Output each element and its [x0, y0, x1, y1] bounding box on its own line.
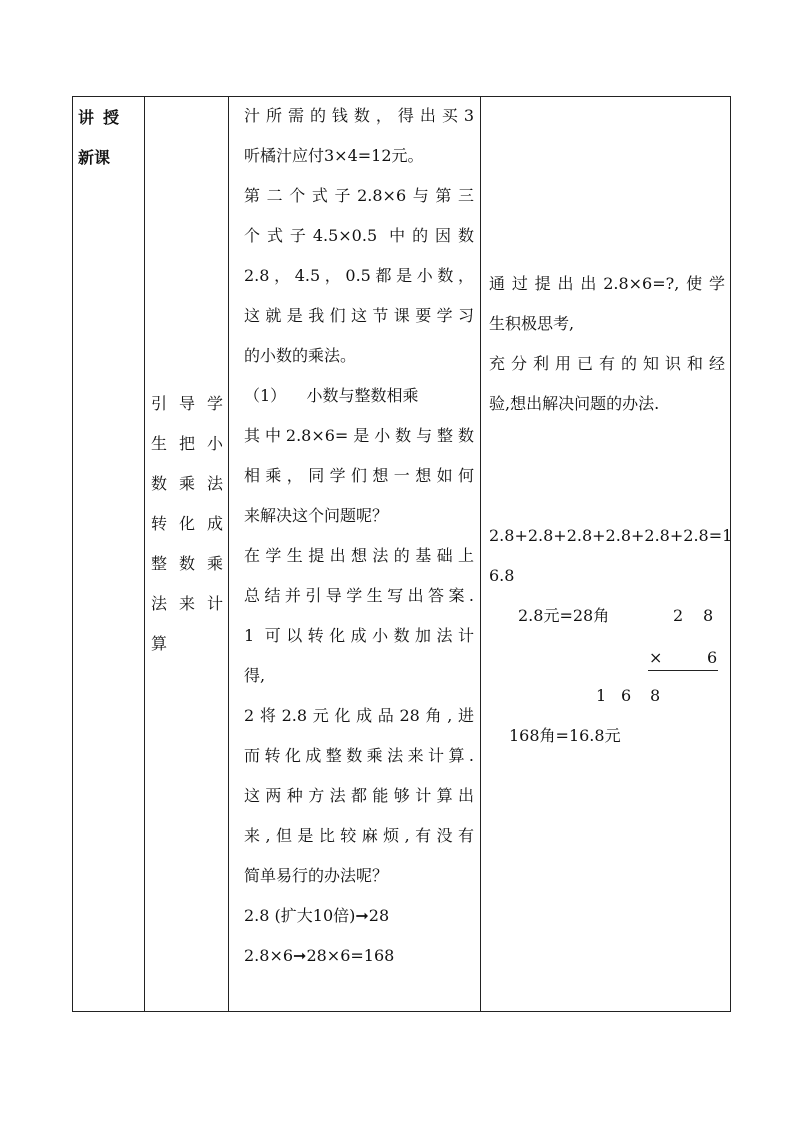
section-label-line2: 新课 [78, 148, 111, 167]
process-line: 1 可以转化成小数加法计 [244, 626, 474, 645]
process-line: 2将2.8元化成品28角,进 [244, 706, 474, 725]
process-line: 其中2.8×6=是小数与整数 [244, 426, 474, 445]
multiplicand-digit: 8 [703, 606, 714, 625]
table-divider [228, 96, 229, 1012]
process-line: 相乘，同学们想一想如何 [244, 466, 474, 485]
multiplier-digit: 6 [707, 648, 718, 667]
aim-line: 引导学 [151, 394, 223, 413]
process-line: 而转化成整数乘法来计算. [244, 746, 474, 765]
process-line: 总结并引导学生写出答案. [244, 586, 474, 605]
note-line: 充分利用已有的知识和经 [489, 354, 725, 373]
table-divider [480, 96, 481, 1012]
process-line: 2.8 (扩大10倍)➞28 [244, 906, 390, 925]
teaching-aim [151, 384, 223, 664]
times-sign: × [649, 648, 663, 667]
multiplicand-digit: 2 [673, 606, 684, 625]
process-line: 第二个式子2.8×6与第三 [244, 186, 474, 205]
final-answer: 168角=16.8元 [509, 726, 621, 745]
aim-line: 转化成 [151, 514, 223, 533]
process-line: 个式子4.5×0.5 中的因数 [244, 226, 474, 245]
multiplication-rule [648, 670, 718, 671]
process-line: 在学生提出想法的基础上 [244, 546, 474, 565]
process-line: 汁所需的钱数，得出买3 [244, 106, 474, 125]
section-label-line1: 讲授 [78, 108, 129, 127]
note-line: 验,想出解决问题的办法. [489, 394, 660, 413]
table-divider [144, 96, 145, 1012]
aim-line: 数乘法 [151, 474, 223, 493]
process-line: （1） 小数与整数相乘 [244, 386, 419, 405]
aim-line: 算 [151, 634, 168, 653]
process-line: 来解决这个问题呢？ [244, 506, 389, 525]
note-line: 生积极思考, [489, 314, 575, 333]
process-line: 的小数的乘法。 [244, 346, 357, 365]
unit-conversion: 2.8元=28角 [518, 606, 610, 625]
process-line: 得, [244, 666, 266, 685]
process-line: 简单易行的办法呢？ [244, 866, 389, 885]
process-line: 听橘汁应付3×4=12元。 [244, 146, 424, 165]
teaching-process [244, 96, 474, 976]
process-line: 来,但是比较麻烦,有没有 [244, 826, 474, 845]
addition-result: 6.8 [489, 566, 515, 585]
addition-line: 2.8+2.8+2.8+2.8+2.8+2.8=1 [489, 526, 733, 545]
section-label [78, 98, 142, 178]
product-digit: 8 [650, 686, 661, 705]
note-line: 通过提出出2.8×6=?,使学 [489, 274, 725, 293]
product-digit: 1 [596, 686, 607, 705]
design-intent [489, 264, 725, 424]
aim-line: 整数乘 [151, 554, 223, 573]
product-digit: 6 [621, 686, 632, 705]
aim-line: 法来计 [151, 594, 223, 613]
aim-line: 生把小 [151, 434, 223, 453]
process-line: 2.8，4.5，0.5都是小数， [244, 266, 474, 285]
process-line: 这两种方法都能够计算出 [244, 786, 474, 805]
process-line: 这就是我们这节课要学习 [244, 306, 474, 325]
process-line: 2.8×6➞28×6=168 [244, 946, 395, 965]
